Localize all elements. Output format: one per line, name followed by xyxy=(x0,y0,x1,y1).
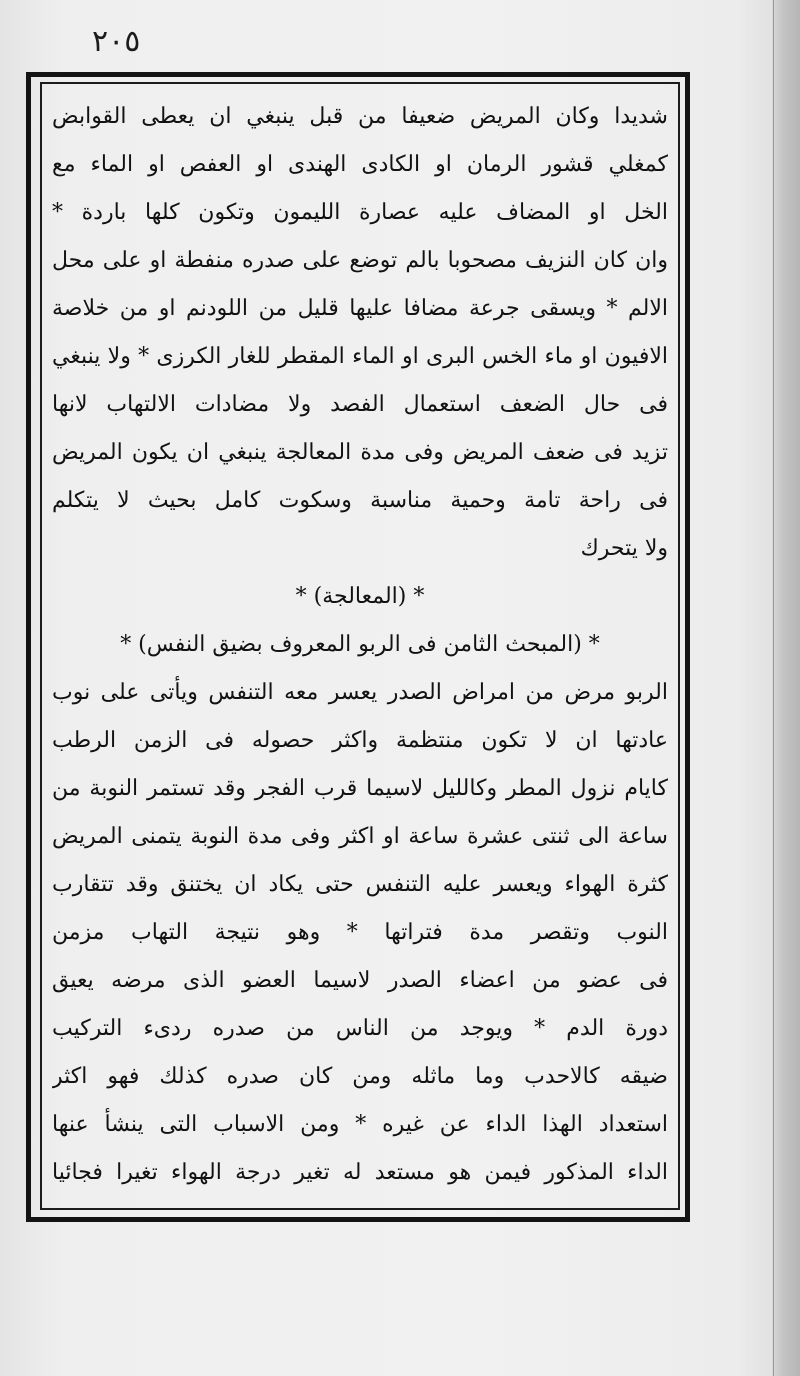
section-heading: * (المعالجة) * xyxy=(295,584,425,609)
text-line: عادتها ان لا تكون منتظمة واكثر حصوله فى الزمن الرطب xyxy=(52,728,668,753)
text-line: كثرة الهواء ويعسر عليه التنفس حتى يكاد ان يختنق وقد تتقارب xyxy=(52,872,668,897)
page-number: ٢٠٥ xyxy=(92,24,141,59)
text-line: فى عضو من اعضاء الصدر لاسيما العضو الذى مرضه يعيق xyxy=(52,968,668,993)
text-line: فى حال الضعف استعمال الفصد ولا مضادات الالتهاب لانها xyxy=(52,392,668,417)
text-line: شديدا وكان المريض ضعيفا من قبل ينبغي ان يعطى القوابض xyxy=(52,104,668,129)
text-line: الربو مرض من امراض الصدر يعسر معه التنفس ويأتى على نوب xyxy=(52,680,668,705)
text-line: الخل او المضاف عليه عصارة الليمون وتكون كلها باردة * xyxy=(52,200,668,225)
text-line: ولا يتحرك xyxy=(580,536,668,561)
text-line: كايام نزول المطر وكالليل لاسيما قرب الفجر وقد تستمر النوبة من xyxy=(52,776,668,801)
page-gutter xyxy=(772,0,800,1376)
text-line: ساعة الى ثنتى عشرة ساعة او اكثر وفى مدة النوبة يتمنى المريض xyxy=(52,824,668,849)
text-line: الداء المذكور فيمن هو مستعد له تغير درجة الهواء تغيرا فجائيا xyxy=(52,1160,668,1185)
text-line: فى راحة تامة وحمية مناسبة وسكوت كامل بحيث لا يتكلم xyxy=(52,488,668,513)
text-line: النوب وتقصر مدة فتراتها * وهو نتيجة التهاب مزمن xyxy=(52,920,668,945)
body-text xyxy=(52,92,668,1207)
chapter-heading: * (المبحث الثامن فى الربو المعروف بضيق النفس) * xyxy=(120,632,600,657)
text-line: وان كان النزيف مصحوبا بالم توضع على صدره منفطة او على محل xyxy=(52,248,668,273)
text-line: دورة الدم * ويوجد من الناس من صدره ردىء التركيب xyxy=(52,1016,668,1041)
text-line: كمغلي قشور الرمان او الكادى الهندى او العفص او الماء مع xyxy=(52,152,668,177)
text-line: ضيقه كالاحدب وما ماثله ومن كان صدره كذلك فهو اكثر xyxy=(52,1064,668,1089)
gutter-edge-line xyxy=(773,0,774,1376)
text-line: تزيد فى ضعف المريض وفى مدة المعالجة ينبغي ان يكون المريض xyxy=(52,440,668,465)
text-line: استعداد الهذا الداء عن غيره * ومن الاسباب التى ينشأ عنها xyxy=(52,1112,668,1137)
text-line: الافيون او ماء الخس البرى او الماء المقطر للغار الكرزى * ولا ينبغي xyxy=(52,344,668,369)
text-line: الالم * ويسقى جرعة مضافا عليها قليل من اللودنم او من خلاصة xyxy=(52,296,668,321)
